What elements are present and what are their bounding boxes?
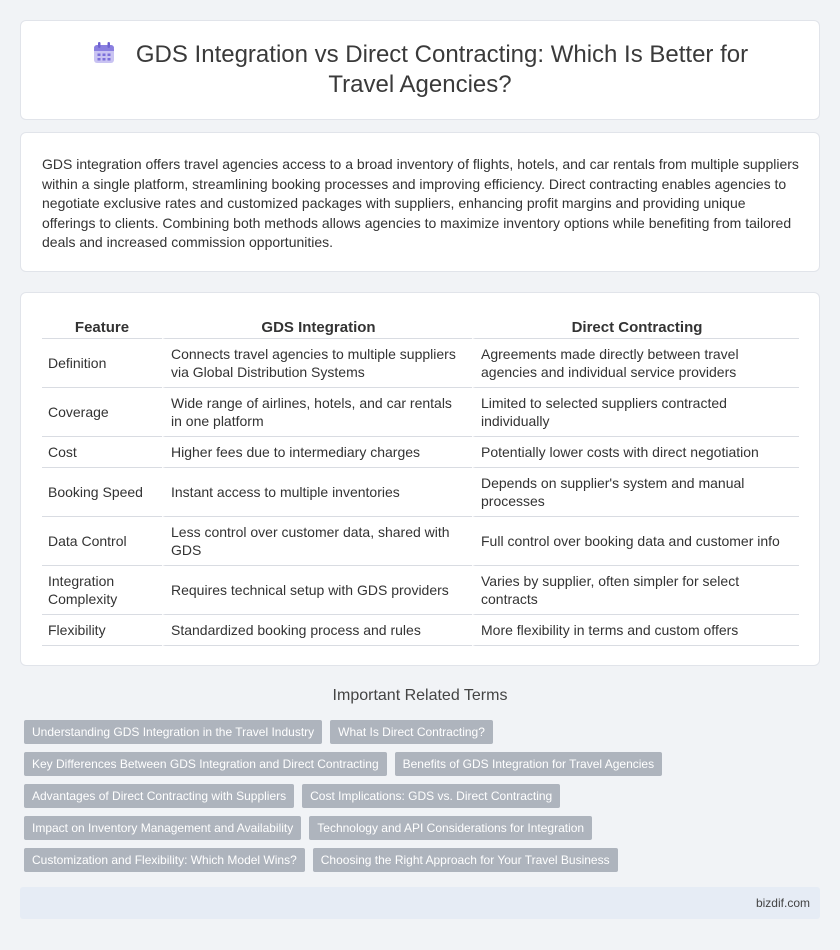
tag-row [24,752,804,784]
related-term-link[interactable]: Key Differences Between GDS Integration and Direct Contracting [24,752,387,776]
intro-text: GDS integration offers travel agencies access to a broad inventory of flights, hotels, and car rentals from multiple suppliers within a single platform, streamlining booking processes and improving efficiency. Direct contracting enables agencies to negotiate exclusive rates and customized packages with suppliers, enhancing profit margins and providing unique offerings to clients. Combining both methods allows agencies to maximize inventory options while benefiting from tailored deals and increased commission opportunities. [42,156,799,250]
feature-cell: Integration Complexity [42,566,162,615]
gds-cell: Wide range of airlines, hotels, and car rentals in one platform [162,388,472,437]
tag-row [24,848,804,880]
table-header-row [42,315,799,339]
direct-cell: Varies by supplier, often simpler for select contracts [472,566,799,615]
column-header-direct: Direct Contracting [472,315,799,339]
table-row [42,437,799,468]
feature-cell: Definition [42,339,162,388]
table-row [42,339,799,388]
feature-cell: Booking Speed [42,468,162,517]
gds-cell: Less control over customer data, shared with GDS [162,517,472,566]
table-row [42,615,799,646]
tag-row [24,816,804,848]
table-row [42,388,799,437]
column-header-gds: GDS Integration [162,315,472,339]
feature-cell: Data Control [42,517,162,566]
gds-cell: Requires technical setup with GDS providers [162,566,472,615]
page-title-text: GDS Integration vs Direct Contracting: Which Is Better for Travel Agencies? [135,41,749,98]
gds-cell: Instant access to multiple inventories [162,468,472,517]
related-term-link[interactable]: Customization and Flexibility: Which Model Wins? [24,848,305,872]
related-terms-title: Important Related Terms [332,687,508,704]
related-term-link[interactable]: Benefits of GDS Integration for Travel Agencies [395,752,662,776]
related-terms-list [24,720,804,880]
direct-cell: Potentially lower costs with direct negotiation [472,437,799,468]
related-term-link[interactable]: Understanding GDS Integration in the Travel Industry [24,720,322,744]
calendar-icon [92,41,116,65]
direct-cell: Depends on supplier's system and manual processes [472,468,799,517]
comparison-table [42,315,799,646]
related-term-link[interactable]: Advantages of Direct Contracting with Suppliers [24,784,294,808]
related-term-link[interactable]: Technology and API Considerations for Integration [309,816,592,840]
comparison-card [20,292,820,666]
related-term-link[interactable]: What Is Direct Contracting? [330,720,493,744]
related-term-link[interactable]: Choosing the Right Approach for Your Travel Business [313,848,618,872]
tag-row [24,720,804,752]
direct-cell: More flexibility in terms and custom offers [472,615,799,646]
footer-site-link[interactable]: bizdif.com [755,896,810,910]
direct-cell: Full control over booking data and customer info [472,517,799,566]
related-term-link[interactable]: Cost Implications: GDS vs. Direct Contracting [302,784,560,808]
feature-cell: Flexibility [42,615,162,646]
feature-cell: Cost [42,437,162,468]
gds-cell: Standardized booking process and rules [162,615,472,646]
related-term-link[interactable]: Impact on Inventory Management and Availability [24,816,301,840]
header-card [20,20,820,120]
table-row [42,517,799,566]
direct-cell: Agreements made directly between travel agencies and individual service providers [472,339,799,388]
footer [20,887,820,919]
gds-cell: Connects travel agencies to multiple suppliers via Global Distribution Systems [162,339,472,388]
gds-cell: Higher fees due to intermediary charges [162,437,472,468]
tag-row [24,784,804,816]
direct-cell: Limited to selected suppliers contracted individually [472,388,799,437]
table-row [42,566,799,615]
table-row [42,468,799,517]
feature-cell: Coverage [42,388,162,437]
page-title [61,40,779,100]
column-header-feature: Feature [42,315,162,339]
intro-card [20,132,820,272]
